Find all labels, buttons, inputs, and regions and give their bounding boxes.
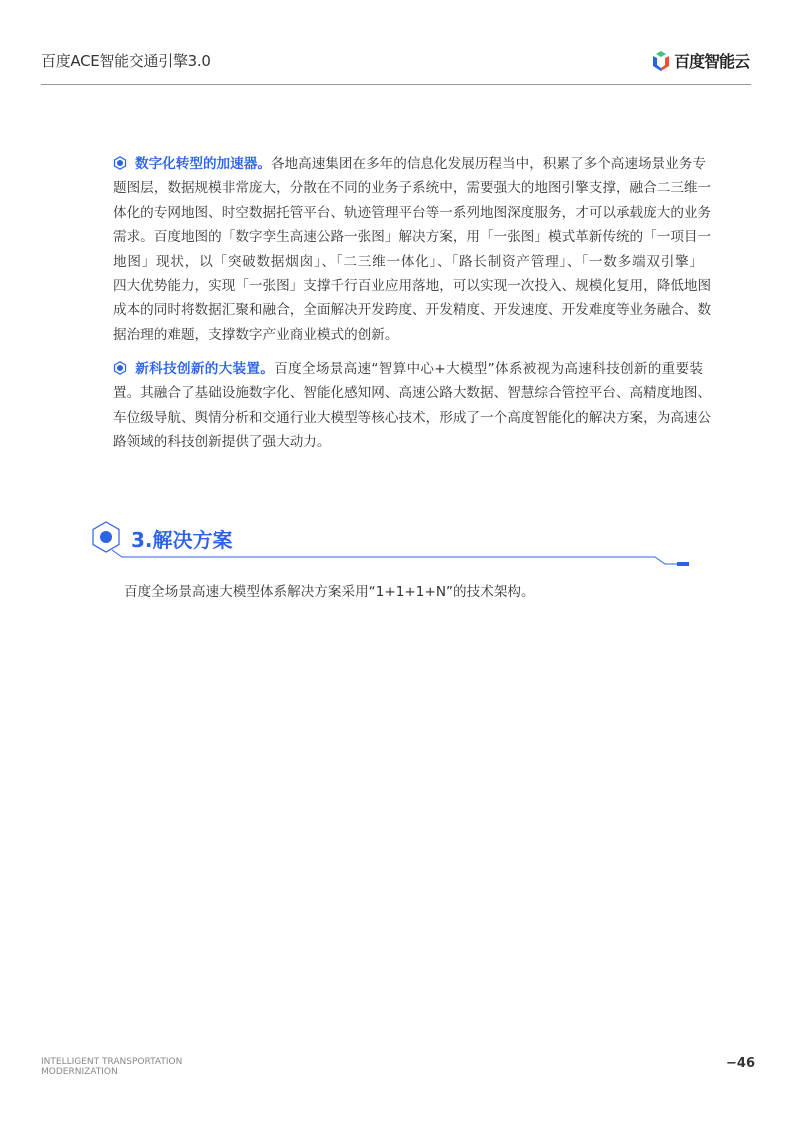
baidu-ai-cloud-logo xyxy=(651,49,749,72)
logo-text: 百度智能云 xyxy=(674,52,750,71)
paragraph-digital-transformation xyxy=(113,152,712,347)
footer-line-2: MODERNIZATION xyxy=(41,1067,118,1077)
footer-line-1: INTELLIGENT TRANSPORTATION xyxy=(41,1057,183,1067)
paragraph-line: 车位级导航、舆情分析和交通行业大模型等核心技术，形成了一个高度智能化的解决方案，为高速公 xyxy=(113,409,712,426)
hexagon-dot xyxy=(100,531,112,543)
paragraph-line: 体化的专网地图、时空数据托管平台、轨迹管理平台等一系列地图深度服务，才可以承载庞大的业务 xyxy=(113,204,712,221)
section-title: 3.解决方案 xyxy=(131,528,233,552)
paragraph-line: 题图层，数据规模非常庞大，分散在不同的业务子系统中，需要强大的地图引擎支撑，融合二三维一 xyxy=(113,180,712,197)
underline-end-block xyxy=(677,562,689,566)
hexagon-bullet-icon xyxy=(113,156,127,170)
paragraph-line: 路领域的科技创新提供了强大动力。 xyxy=(113,434,331,451)
paragraph-heading: 数字化转型的加速器。 xyxy=(135,156,271,172)
paragraph-line: 成本的同时将数据汇聚和融合，全面解决开发跨度、开发精度、开发速度、开发难度等业务融合、数 xyxy=(113,302,712,319)
paragraph-line: 地图」现状，以「突破数据烟囱」、「二三维一体化」、「路长制资产管理」、「一数多端双引擎」 xyxy=(113,253,703,270)
line-text: 百度全场景高速“智算中心+大模型”体系被视为高速科技创新的重要装 xyxy=(274,361,704,377)
paragraph-tech-innovation xyxy=(113,357,712,455)
line-text: 各地高速集团在多年的信息化发展历程当中，积累了多个高速场景业务专 xyxy=(270,156,706,172)
paragraph-line xyxy=(113,152,706,176)
footer-caption xyxy=(41,1057,182,1077)
paragraph-heading: 新科技创新的大装置。 xyxy=(135,361,275,377)
paragraph-line: 置。其融合了基础设施数字化、智能化感知网、高速公路大数据、智慧综合管控平台、高精度地图、 xyxy=(113,385,712,402)
header-title: 百度ACE智能交通引擎3.0 xyxy=(41,52,211,70)
paragraph-line: 据治理的难题，支撑数字产业商业模式的创新。 xyxy=(113,326,399,343)
section-intro: 百度全场景高速大模型体系解决方案采用“1+1+1+N”的技术架构。 xyxy=(124,584,535,600)
logo-cube-icon xyxy=(651,50,671,72)
paragraph-line: 四大优势能力，实现「一张图」支撑千行百业应用落地，可以实现一次投入、规模化复用，降低地图 xyxy=(113,278,712,295)
hexagon-bullet-icon xyxy=(113,361,127,375)
paragraph-line: 需求。百度地图的「数字孪生高速公路一张图」解决方案，用「一张图」模式革新传统的「一项目一 xyxy=(113,229,712,246)
paragraph-line xyxy=(113,357,703,381)
header-divider xyxy=(41,84,751,85)
page-number: −46 xyxy=(726,1056,755,1071)
